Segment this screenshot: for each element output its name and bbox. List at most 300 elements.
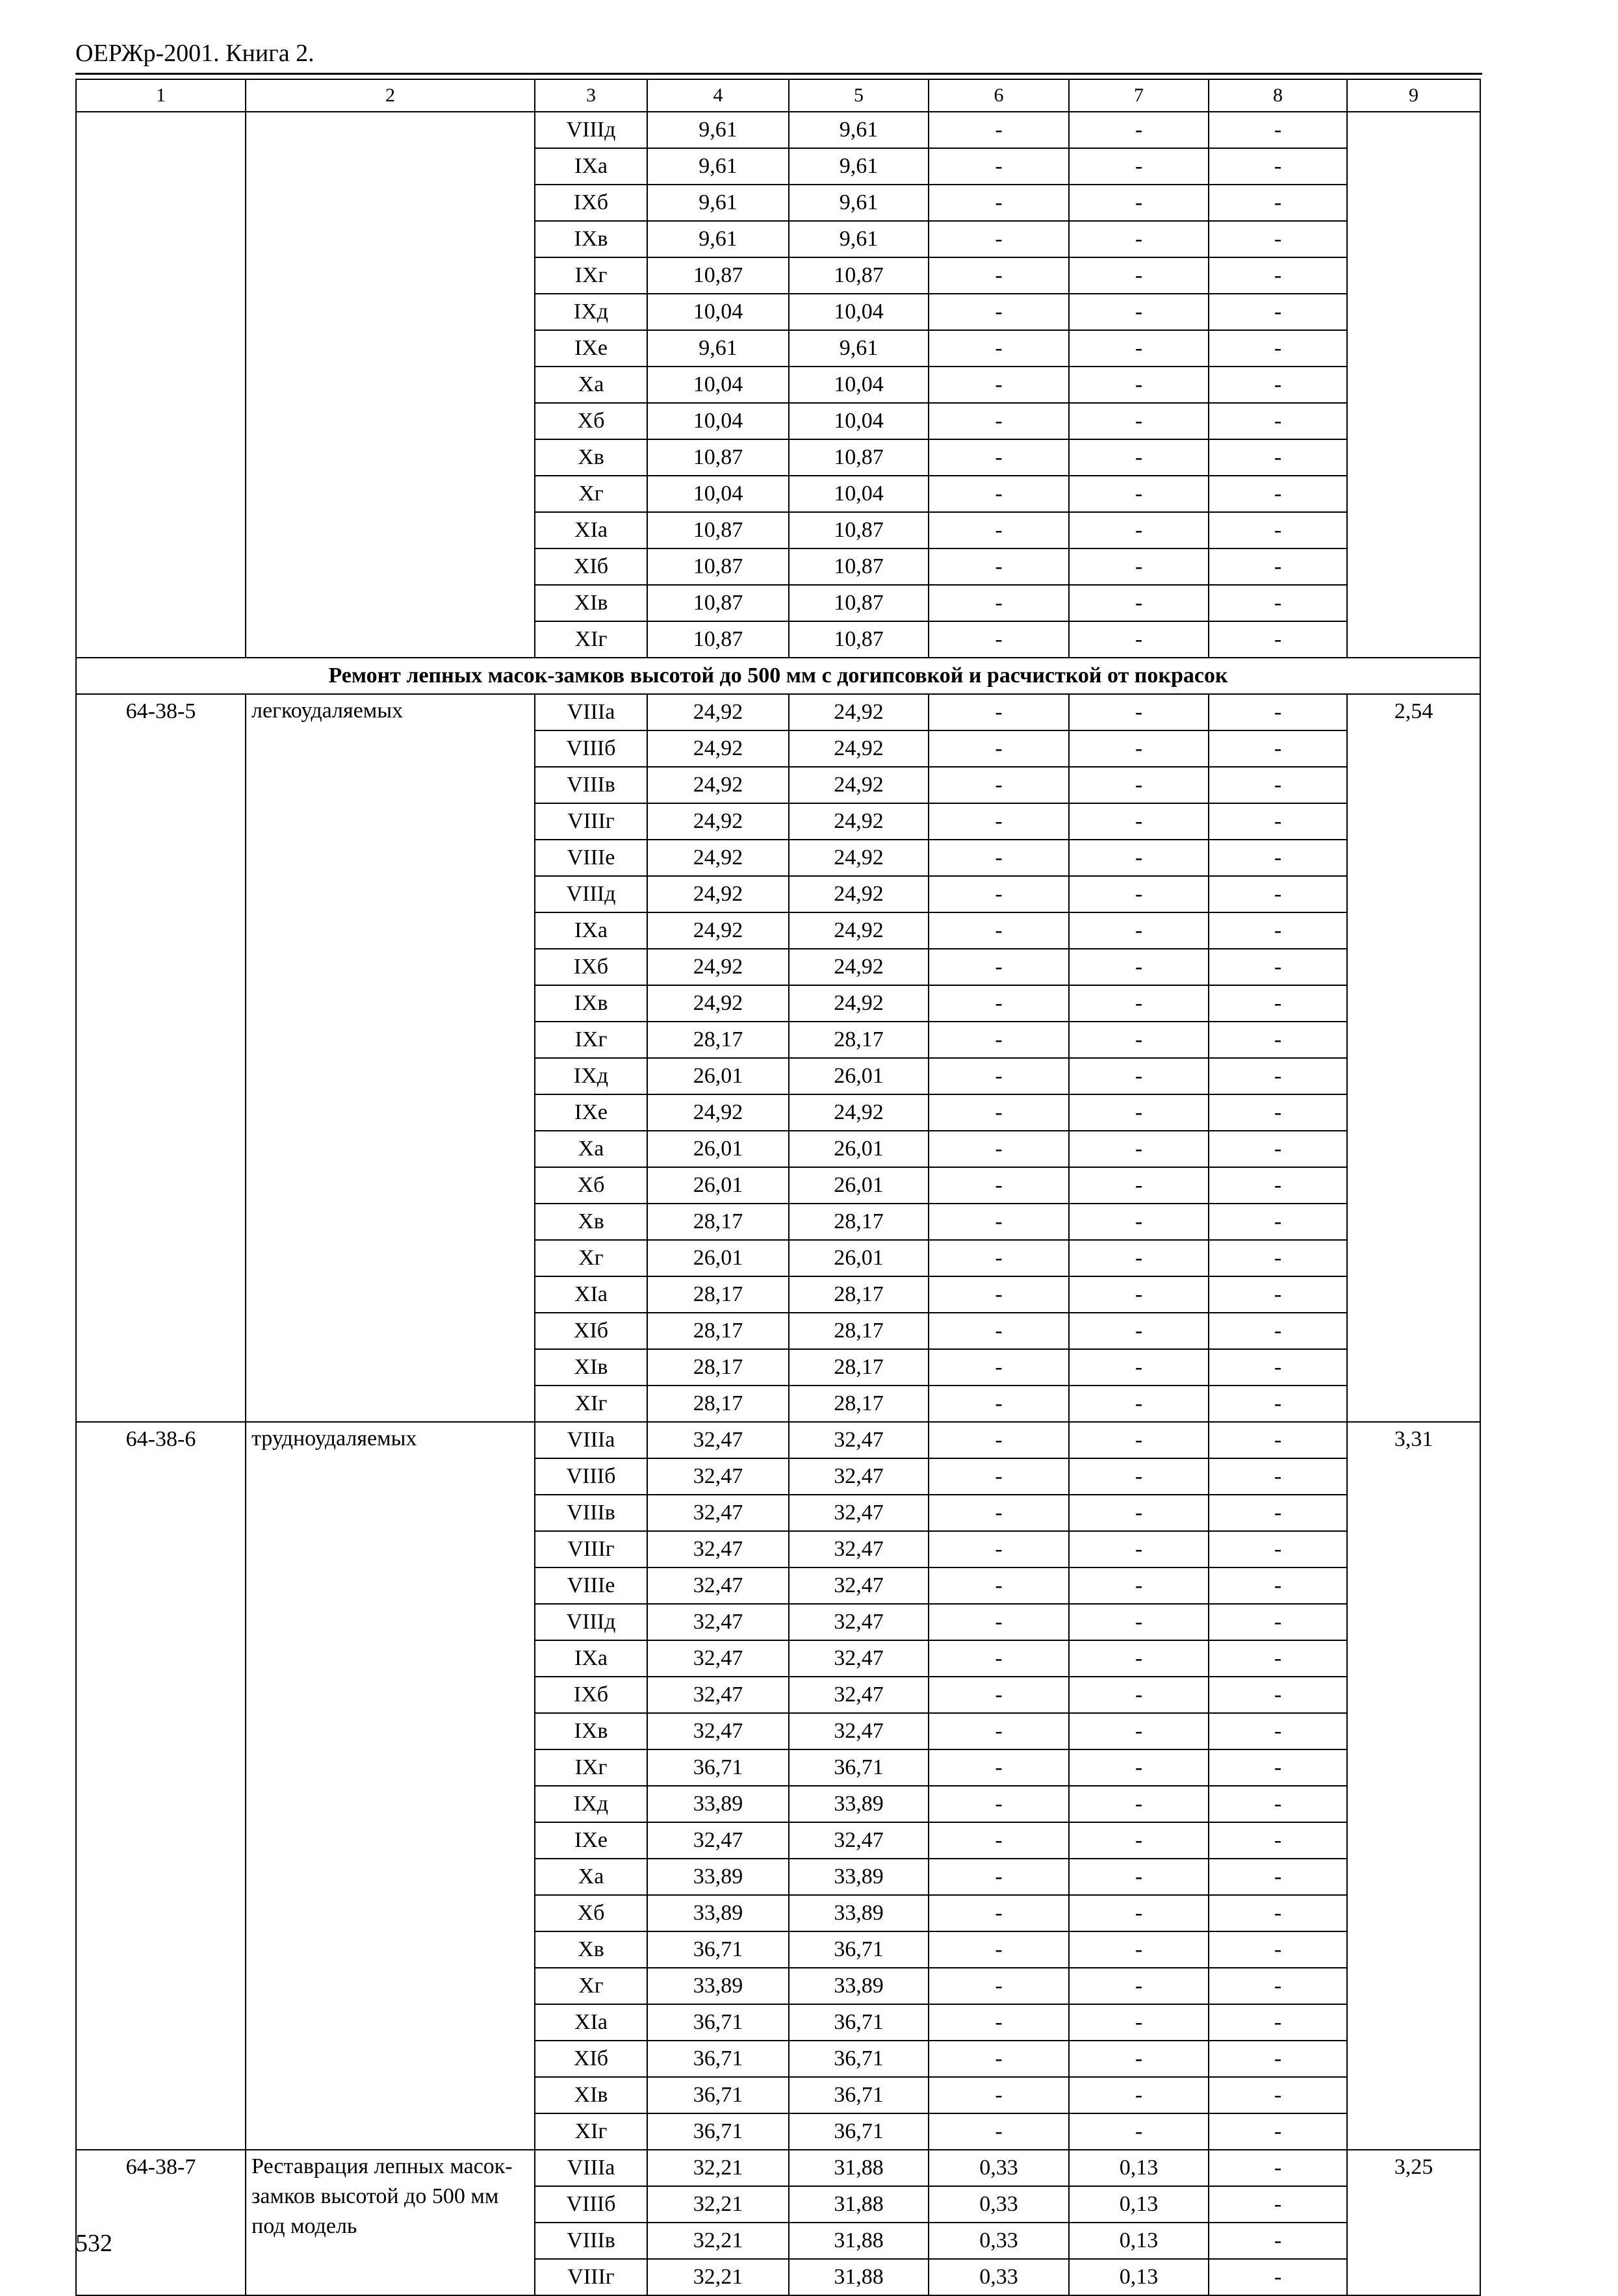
machines-cell: - [929, 912, 1069, 949]
zone-cell: XIб [535, 1313, 647, 1349]
wages-cell: 28,17 [789, 1386, 929, 1422]
wages-cell: 10,87 [789, 512, 929, 548]
wages-cell: 9,61 [789, 185, 929, 221]
labor-cost-cell: 3,25 [1347, 2150, 1480, 2295]
zone-cell: IXд [535, 1058, 647, 1094]
machines-cell: 0,33 [929, 2259, 1069, 2295]
materials-cell: - [1209, 1058, 1347, 1094]
wages-cell: 32,47 [789, 1677, 929, 1713]
total-cost-cell: 10,87 [647, 512, 789, 548]
machinist-wages-cell: - [1069, 1749, 1209, 1786]
materials-cell: - [1209, 257, 1347, 294]
machines-cell: - [929, 803, 1069, 840]
machines-cell: - [929, 512, 1069, 548]
machines-cell: - [929, 2004, 1069, 2041]
wages-cell: 10,87 [789, 621, 929, 658]
machines-cell: - [929, 949, 1069, 985]
zone-cell: IXб [535, 1677, 647, 1713]
wages-cell: 24,92 [789, 767, 929, 803]
total-cost-cell: 36,71 [647, 2004, 789, 2041]
machines-cell: - [929, 2077, 1069, 2113]
zone-cell: VIIIб [535, 1458, 647, 1495]
total-cost-cell: 36,71 [647, 2113, 789, 2150]
zone-cell: VIIIв [535, 1495, 647, 1531]
zone-cell: IXa [535, 1640, 647, 1677]
wages-cell: 32,47 [789, 1495, 929, 1531]
zone-cell: Xб [535, 1895, 647, 1931]
machines-cell: - [929, 367, 1069, 403]
column-number: 1 [76, 79, 246, 112]
machinist-wages-cell: - [1069, 512, 1209, 548]
machines-cell: - [929, 1313, 1069, 1349]
total-cost-cell: 36,71 [647, 1749, 789, 1786]
rate-description: трудноудаляемых [246, 1422, 535, 2150]
materials-cell: - [1209, 439, 1347, 476]
machines-cell: - [929, 1058, 1069, 1094]
machines-cell: - [929, 148, 1069, 185]
machinist-wages-cell: - [1069, 1822, 1209, 1859]
total-cost-cell: 33,89 [647, 1786, 789, 1822]
total-cost-cell: 33,89 [647, 1859, 789, 1895]
section-title: Ремонт лепных масок-замков высотой до 500 мм с догипсовкой и расчисткой от покрасок [76, 658, 1480, 694]
machinist-wages-cell: - [1069, 112, 1209, 148]
total-cost-cell: 26,01 [647, 1240, 789, 1276]
machines-cell: - [929, 767, 1069, 803]
machines-cell: - [929, 439, 1069, 476]
wages-cell: 28,17 [789, 1313, 929, 1349]
wages-cell: 28,17 [789, 1204, 929, 1240]
total-cost-cell: 28,17 [647, 1386, 789, 1422]
rate-description: Реставрация лепных масок-замков высотой до 500 мм под модель [246, 2150, 535, 2295]
machinist-wages-cell: - [1069, 2041, 1209, 2077]
total-cost-cell: 36,71 [647, 1931, 789, 1968]
zone-cell: IXг [535, 1022, 647, 1058]
machines-cell: - [929, 621, 1069, 658]
total-cost-cell: 28,17 [647, 1349, 789, 1386]
machines-cell: - [929, 1531, 1069, 1567]
total-cost-cell: 9,61 [647, 112, 789, 148]
machines-cell: - [929, 548, 1069, 585]
machines-cell: - [929, 185, 1069, 221]
materials-cell: - [1209, 1749, 1347, 1786]
wages-cell: 24,92 [789, 803, 929, 840]
total-cost-cell: 9,61 [647, 185, 789, 221]
total-cost-cell: 24,92 [647, 876, 789, 912]
wages-cell: 28,17 [789, 1022, 929, 1058]
total-cost-cell: 10,04 [647, 367, 789, 403]
machinist-wages-cell: - [1069, 257, 1209, 294]
wages-cell: 26,01 [789, 1058, 929, 1094]
materials-cell: - [1209, 1204, 1347, 1240]
machinist-wages-cell: - [1069, 585, 1209, 621]
zone-cell: VIIIд [535, 112, 647, 148]
rate-code: 64-38-5 [76, 694, 246, 1422]
machinist-wages-cell: - [1069, 1313, 1209, 1349]
total-cost-cell: 10,04 [647, 476, 789, 512]
zone-cell: Xa [535, 367, 647, 403]
machines-cell: - [929, 876, 1069, 912]
materials-cell: - [1209, 1458, 1347, 1495]
materials-cell: - [1209, 1386, 1347, 1422]
zone-cell: VIIIг [535, 803, 647, 840]
total-cost-cell: 32,47 [647, 1713, 789, 1749]
wages-cell: 28,17 [789, 1349, 929, 1386]
materials-cell: - [1209, 585, 1347, 621]
machinist-wages-cell: - [1069, 185, 1209, 221]
column-number: 5 [789, 79, 929, 112]
machinist-wages-cell: - [1069, 1422, 1209, 1458]
machinist-wages-cell: - [1069, 694, 1209, 730]
materials-cell: - [1209, 112, 1347, 148]
machines-cell: - [929, 476, 1069, 512]
total-cost-cell: 9,61 [647, 221, 789, 257]
total-cost-cell: 24,92 [647, 949, 789, 985]
rate-code: 64-38-6 [76, 1422, 246, 2150]
zone-cell: Xв [535, 1204, 647, 1240]
page-header: ОЕРЖр-2001. Книга 2. [75, 40, 315, 67]
machinist-wages-cell: - [1069, 1786, 1209, 1822]
total-cost-cell: 10,87 [647, 439, 789, 476]
machinist-wages-cell: - [1069, 949, 1209, 985]
materials-cell: - [1209, 621, 1347, 658]
column-number: 2 [246, 79, 535, 112]
labor-cost-cell: 3,31 [1347, 1422, 1480, 2150]
machinist-wages-cell: - [1069, 1167, 1209, 1204]
total-cost-cell: 10,87 [647, 257, 789, 294]
machinist-wages-cell: - [1069, 1131, 1209, 1167]
zone-cell: IXa [535, 912, 647, 949]
rate-code: 64-38-7 [76, 2150, 246, 2295]
total-cost-cell: 9,61 [647, 330, 789, 367]
total-cost-cell: 32,47 [647, 1677, 789, 1713]
machinist-wages-cell: - [1069, 2077, 1209, 2113]
machines-cell: - [929, 1349, 1069, 1386]
wages-cell: 31,88 [789, 2259, 929, 2295]
wages-cell: 28,17 [789, 1276, 929, 1313]
machinist-wages-cell: - [1069, 1567, 1209, 1604]
rate-code [76, 112, 246, 658]
wages-cell: 10,04 [789, 403, 929, 439]
materials-cell: - [1209, 2186, 1347, 2223]
machines-cell: - [929, 1567, 1069, 1604]
wages-cell: 31,88 [789, 2150, 929, 2186]
machinist-wages-cell: - [1069, 621, 1209, 658]
zone-cell: IXб [535, 185, 647, 221]
machines-cell: - [929, 1968, 1069, 2004]
zone-cell: IXe [535, 330, 647, 367]
materials-cell: - [1209, 221, 1347, 257]
total-cost-cell: 33,89 [647, 1895, 789, 1931]
column-number: 3 [535, 79, 647, 112]
materials-cell: - [1209, 949, 1347, 985]
wages-cell: 24,92 [789, 985, 929, 1022]
total-cost-cell: 24,92 [647, 1094, 789, 1131]
zone-cell: XIa [535, 2004, 647, 2041]
total-cost-cell: 24,92 [647, 985, 789, 1022]
column-number: 9 [1347, 79, 1480, 112]
wages-cell: 10,04 [789, 367, 929, 403]
zone-cell: IXв [535, 1713, 647, 1749]
machinist-wages-cell: - [1069, 1495, 1209, 1531]
machines-cell: - [929, 1167, 1069, 1204]
machinist-wages-cell: - [1069, 1677, 1209, 1713]
zone-cell: IXв [535, 985, 647, 1022]
machines-cell: 0,33 [929, 2150, 1069, 2186]
machines-cell: - [929, 1240, 1069, 1276]
total-cost-cell: 24,92 [647, 803, 789, 840]
wages-cell: 9,61 [789, 221, 929, 257]
machinist-wages-cell: - [1069, 767, 1209, 803]
wages-cell: 32,47 [789, 1713, 929, 1749]
materials-cell: - [1209, 1167, 1347, 1204]
zone-cell: XIa [535, 512, 647, 548]
materials-cell: - [1209, 294, 1347, 330]
wages-cell: 36,71 [789, 2077, 929, 2113]
wages-cell: 31,88 [789, 2223, 929, 2259]
zone-cell: IXв [535, 221, 647, 257]
materials-cell: - [1209, 1313, 1347, 1349]
wages-cell: 33,89 [789, 1786, 929, 1822]
machines-cell: - [929, 257, 1069, 294]
zone-cell: XIг [535, 2113, 647, 2150]
wages-cell: 10,87 [789, 585, 929, 621]
materials-cell: - [1209, 840, 1347, 876]
materials-cell: - [1209, 1822, 1347, 1859]
materials-cell: - [1209, 1931, 1347, 1968]
materials-cell: - [1209, 148, 1347, 185]
machines-cell: - [929, 1822, 1069, 1859]
total-cost-cell: 10,87 [647, 585, 789, 621]
wages-cell: 24,92 [789, 730, 929, 767]
wages-cell: 36,71 [789, 2004, 929, 2041]
machinist-wages-cell: 0,13 [1069, 2223, 1209, 2259]
machines-cell: - [929, 694, 1069, 730]
wages-cell: 31,88 [789, 2186, 929, 2223]
zone-cell: VIIIб [535, 730, 647, 767]
total-cost-cell: 32,47 [647, 1458, 789, 1495]
materials-cell: - [1209, 185, 1347, 221]
machinist-wages-cell: - [1069, 1531, 1209, 1567]
total-cost-cell: 24,92 [647, 730, 789, 767]
wages-cell: 26,01 [789, 1240, 929, 1276]
materials-cell: - [1209, 2223, 1347, 2259]
materials-cell: - [1209, 985, 1347, 1022]
zone-cell: IXa [535, 148, 647, 185]
machines-cell: - [929, 2041, 1069, 2077]
table-row [76, 694, 1480, 730]
materials-cell: - [1209, 2150, 1347, 2186]
machines-cell: - [929, 1022, 1069, 1058]
materials-cell: - [1209, 476, 1347, 512]
wages-cell: 36,71 [789, 2041, 929, 2077]
machines-cell: - [929, 294, 1069, 330]
machinist-wages-cell: - [1069, 1931, 1209, 1968]
total-cost-cell: 10,87 [647, 621, 789, 658]
machinist-wages-cell: - [1069, 1022, 1209, 1058]
materials-cell: - [1209, 2004, 1347, 2041]
materials-cell: - [1209, 1567, 1347, 1604]
total-cost-cell: 26,01 [647, 1058, 789, 1094]
machinist-wages-cell: - [1069, 548, 1209, 585]
table-body [76, 79, 1480, 2295]
zone-cell: Xг [535, 1240, 647, 1276]
column-number: 8 [1209, 79, 1347, 112]
machines-cell: - [929, 1895, 1069, 1931]
materials-cell: - [1209, 1131, 1347, 1167]
machines-cell: - [929, 1931, 1069, 1968]
zone-cell: XIa [535, 1276, 647, 1313]
labor-cost-cell [1347, 112, 1480, 658]
materials-cell: - [1209, 1786, 1347, 1822]
rate-description: легкоудаляемых [246, 694, 535, 1422]
materials-cell: - [1209, 403, 1347, 439]
materials-cell: - [1209, 1677, 1347, 1713]
zone-cell: Xб [535, 1167, 647, 1204]
wages-cell: 32,47 [789, 1640, 929, 1677]
column-number: 7 [1069, 79, 1209, 112]
machines-cell: - [929, 112, 1069, 148]
total-cost-cell: 32,47 [647, 1422, 789, 1458]
machines-cell: - [929, 985, 1069, 1022]
machinist-wages-cell: - [1069, 294, 1209, 330]
zone-cell: IXг [535, 1749, 647, 1786]
machinist-wages-cell: - [1069, 1458, 1209, 1495]
zone-cell: IXe [535, 1822, 647, 1859]
total-cost-cell: 26,01 [647, 1167, 789, 1204]
wages-cell: 10,04 [789, 294, 929, 330]
machines-cell: - [929, 1495, 1069, 1531]
wages-cell: 26,01 [789, 1167, 929, 1204]
materials-cell: - [1209, 1422, 1347, 1458]
materials-cell: - [1209, 1349, 1347, 1386]
machines-cell: - [929, 1640, 1069, 1677]
machinist-wages-cell: - [1069, 730, 1209, 767]
machinist-wages-cell: - [1069, 876, 1209, 912]
machines-cell: - [929, 403, 1069, 439]
machines-cell: - [929, 1677, 1069, 1713]
zone-cell: Xб [535, 403, 647, 439]
zone-cell: Xг [535, 1968, 647, 2004]
machinist-wages-cell: - [1069, 1604, 1209, 1640]
machines-cell: - [929, 1749, 1069, 1786]
zone-cell: Xв [535, 439, 647, 476]
machinist-wages-cell: - [1069, 1094, 1209, 1131]
machines-cell: - [929, 1131, 1069, 1167]
materials-cell: - [1209, 548, 1347, 585]
column-number: 6 [929, 79, 1069, 112]
wages-cell: 24,92 [789, 876, 929, 912]
total-cost-cell: 36,71 [647, 2077, 789, 2113]
zone-cell: VIIIв [535, 767, 647, 803]
machines-cell: 0,33 [929, 2186, 1069, 2223]
materials-cell: - [1209, 1604, 1347, 1640]
wages-cell: 10,04 [789, 476, 929, 512]
machines-cell: - [929, 1386, 1069, 1422]
machinist-wages-cell: - [1069, 1349, 1209, 1386]
materials-cell: - [1209, 1859, 1347, 1895]
machines-cell: - [929, 1422, 1069, 1458]
machinist-wages-cell: - [1069, 1859, 1209, 1895]
materials-cell: - [1209, 1022, 1347, 1058]
page-number: 532 [75, 2230, 112, 2257]
materials-cell: - [1209, 1240, 1347, 1276]
wages-cell: 32,47 [789, 1567, 929, 1604]
materials-cell: - [1209, 512, 1347, 548]
zone-cell: VIIIб [535, 2186, 647, 2223]
zone-cell: IXe [535, 1094, 647, 1131]
machines-cell: - [929, 1859, 1069, 1895]
total-cost-cell: 24,92 [647, 694, 789, 730]
table-row [76, 1422, 1480, 1458]
total-cost-cell: 10,04 [647, 294, 789, 330]
wages-cell: 24,92 [789, 840, 929, 876]
zone-cell: VIIIa [535, 694, 647, 730]
wages-cell: 36,71 [789, 2113, 929, 2150]
wages-cell: 32,47 [789, 1458, 929, 1495]
wages-cell: 24,92 [789, 1094, 929, 1131]
machinist-wages-cell: - [1069, 148, 1209, 185]
machinist-wages-cell: - [1069, 1713, 1209, 1749]
machinist-wages-cell: - [1069, 1968, 1209, 2004]
total-cost-cell: 32,21 [647, 2259, 789, 2295]
zone-cell: Xв [535, 1931, 647, 1968]
machinist-wages-cell: - [1069, 367, 1209, 403]
machinist-wages-cell: - [1069, 439, 1209, 476]
total-cost-cell: 28,17 [647, 1022, 789, 1058]
wages-cell: 33,89 [789, 1895, 929, 1931]
machinist-wages-cell: - [1069, 1240, 1209, 1276]
zone-cell: Xг [535, 476, 647, 512]
wages-cell: 24,92 [789, 694, 929, 730]
section-row [76, 658, 1480, 694]
zone-cell: VIIIд [535, 1604, 647, 1640]
machines-cell: - [929, 221, 1069, 257]
column-number-row [76, 79, 1480, 112]
machines-cell: - [929, 1276, 1069, 1313]
zone-cell: VIIIд [535, 876, 647, 912]
machinist-wages-cell: - [1069, 2004, 1209, 2041]
labor-cost-cell: 2,54 [1347, 694, 1480, 1422]
machinist-wages-cell: - [1069, 840, 1209, 876]
total-cost-cell: 32,47 [647, 1822, 789, 1859]
zone-cell: XIв [535, 1349, 647, 1386]
machinist-wages-cell: 0,13 [1069, 2259, 1209, 2295]
machines-cell: - [929, 330, 1069, 367]
machines-cell: - [929, 1604, 1069, 1640]
materials-cell: - [1209, 1495, 1347, 1531]
total-cost-cell: 32,47 [647, 1604, 789, 1640]
materials-cell: - [1209, 1895, 1347, 1931]
materials-cell: - [1209, 2077, 1347, 2113]
materials-cell: - [1209, 1094, 1347, 1131]
total-cost-cell: 32,47 [647, 1640, 789, 1677]
zone-cell: XIб [535, 548, 647, 585]
materials-cell: - [1209, 2041, 1347, 2077]
machinist-wages-cell: - [1069, 403, 1209, 439]
total-cost-cell: 32,47 [647, 1495, 789, 1531]
zone-cell: IXг [535, 257, 647, 294]
materials-cell: - [1209, 2113, 1347, 2150]
machines-cell: - [929, 730, 1069, 767]
machinist-wages-cell: - [1069, 2113, 1209, 2150]
zone-cell: XIв [535, 585, 647, 621]
table-row [76, 2150, 1480, 2186]
wages-cell: 33,89 [789, 1859, 929, 1895]
machinist-wages-cell: - [1069, 985, 1209, 1022]
machinist-wages-cell: - [1069, 1276, 1209, 1313]
total-cost-cell: 32,21 [647, 2150, 789, 2186]
materials-cell: - [1209, 367, 1347, 403]
